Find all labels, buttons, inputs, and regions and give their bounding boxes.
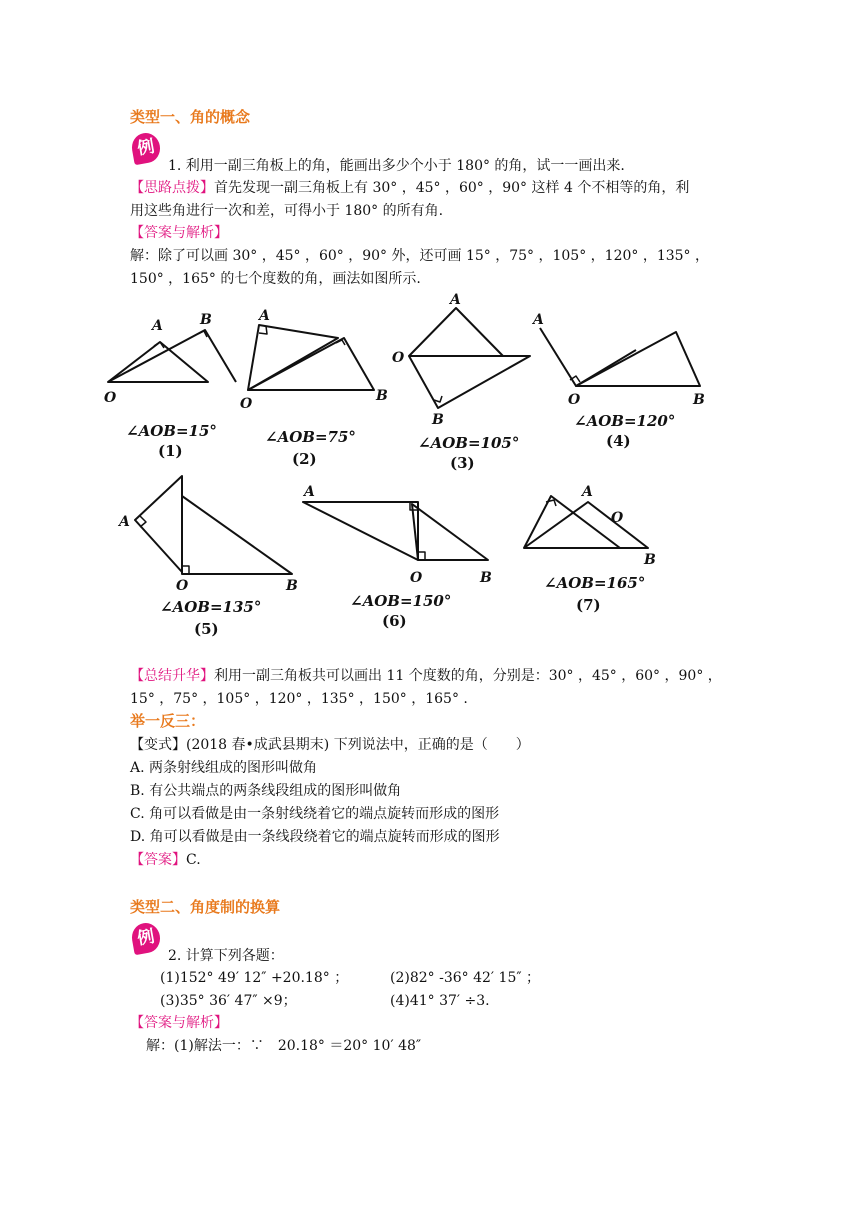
figure-5-diagram	[135, 476, 292, 574]
fig7-number: (7)	[576, 596, 601, 614]
practice-answer	[130, 850, 201, 870]
fig4-number: (4)	[606, 432, 631, 450]
practice-answer-value: C.	[186, 852, 201, 868]
practice-answer-label: 【答案】	[130, 852, 186, 868]
fig5-label-b: B	[286, 578, 298, 594]
item-4: (4)41° 37′ ÷3.	[390, 993, 490, 1009]
fig6-label-o: O	[410, 570, 423, 586]
fig2-number: (2)	[292, 450, 317, 468]
summary-text-1: 利用一副三角板共可以画出 11 个度数的角，分别是：30° ，45° ，60° ，90° ，	[214, 668, 722, 684]
fig4-caption: ∠AOB=120°	[574, 412, 676, 430]
solution-line-1: 解：除了可以画 30° ，45° ，60° ，90° 外，还可画 15° ，75° ，105° ，120° ，135° ，	[130, 248, 710, 264]
figure-6-diagram	[303, 502, 488, 560]
item-2: (2)82° -36° 42′ 15″ ；	[390, 970, 541, 986]
summary-label: 【总结升华】	[130, 668, 214, 684]
fig1-caption: ∠AOB=15°	[126, 422, 217, 440]
fig2-label-a: A	[259, 308, 270, 324]
section-heading-1: 类型一、角的概念	[130, 108, 251, 126]
fig5-number: (5)	[194, 620, 219, 638]
fig4-label-o: O	[568, 392, 581, 408]
fig7-label-a: A	[582, 484, 593, 500]
fig3-label-b: B	[432, 412, 444, 428]
fig2-label-b: B	[376, 388, 388, 404]
option-a: A. 两条射线组成的图形叫做角	[130, 760, 318, 776]
answer-label-1: 【答案与解析】	[130, 225, 228, 241]
fig3-label-a: A	[450, 292, 461, 308]
example-badge-icon: 例	[130, 131, 163, 165]
summary-line-2: 15° ，75° ，105° ，120° ，135° ，150° ，165° .	[130, 691, 468, 707]
item-3: (3)35° 36′ 47″ ×9；	[160, 993, 297, 1009]
question-2: 2. 计算下列各题：	[168, 948, 284, 964]
variant-question: 【变式】(2018 春•成武县期末) 下列说法中，正确的是（ ）	[130, 737, 530, 753]
fig5-caption: ∠AOB=135°	[160, 598, 262, 616]
fig3-caption: ∠AOB=105°	[418, 434, 520, 452]
fig1-label-o: O	[104, 390, 117, 406]
angle-figures	[0, 290, 860, 650]
fig7-caption: ∠AOB=165°	[544, 574, 646, 592]
fig6-label-a: A	[304, 484, 315, 500]
figure-4-diagram	[540, 328, 700, 386]
fig2-label-o: O	[240, 396, 253, 412]
figure-1-diagram	[108, 330, 236, 382]
figure-7-diagram	[524, 496, 648, 548]
example-badge-2-icon: 例	[130, 921, 163, 955]
fig3-number: (3)	[450, 454, 475, 472]
question-1: 1. 利用一副三角板上的角，能画出多少个小于 180° 的角，试一一画出来.	[168, 158, 625, 174]
fig6-caption: ∠AOB=150°	[350, 592, 452, 610]
fig5-label-o: O	[176, 578, 189, 594]
option-b: B. 有公共端点的两条线段组成的图形叫做角	[130, 783, 402, 799]
figure-2-diagram	[248, 325, 374, 390]
hint-label: 【思路点拨】	[130, 180, 214, 196]
answer-label-2: 【答案与解析】	[130, 1015, 228, 1031]
fig2-caption: ∠AOB=75°	[265, 428, 356, 446]
solution-line-2: 150° ，165° 的七个度数的角，画法如图所示.	[130, 271, 421, 287]
section-heading-2: 类型二、角度制的换算	[130, 898, 281, 916]
summary-line-1	[130, 666, 722, 686]
fig7-label-b: B	[644, 552, 656, 568]
hint-line-1	[130, 178, 689, 198]
fig4-label-a: A	[533, 312, 544, 328]
item-1: (1)152° 49′ 12″ +20.18° ；	[160, 970, 349, 986]
fig4-label-b: B	[693, 392, 705, 408]
practice-heading: 举一反三：	[130, 712, 206, 730]
fig1-number: (1)	[158, 442, 183, 460]
fig7-label-o: O	[611, 510, 624, 526]
fig5-label-a: A	[119, 514, 130, 530]
hint-text-1: 首先发现一副三角板上有 30° ，45° ，60° ，90° 这样 4 个不相等的角，利	[214, 180, 690, 196]
fig1-label-a: A	[152, 318, 163, 334]
hint-line-2: 用这些角进行一次和差，可得小于 180° 的所有角.	[130, 203, 444, 219]
option-d: D. 角可以看做是由一条线段绕着它的端点旋转而形成的图形	[130, 829, 500, 845]
figure-3-diagram	[409, 308, 530, 408]
fig1-label-b: B	[200, 312, 212, 328]
fig6-label-b: B	[480, 570, 492, 586]
fig3-label-o: O	[392, 350, 405, 366]
option-c: C. 角可以看做是由一条射线绕着它的端点旋转而形成的图形	[130, 806, 500, 822]
solution-2: 解：(1)解法一：∵ 20.18° ＝20° 10′ 48″	[146, 1038, 422, 1054]
fig6-number: (6)	[382, 612, 407, 630]
